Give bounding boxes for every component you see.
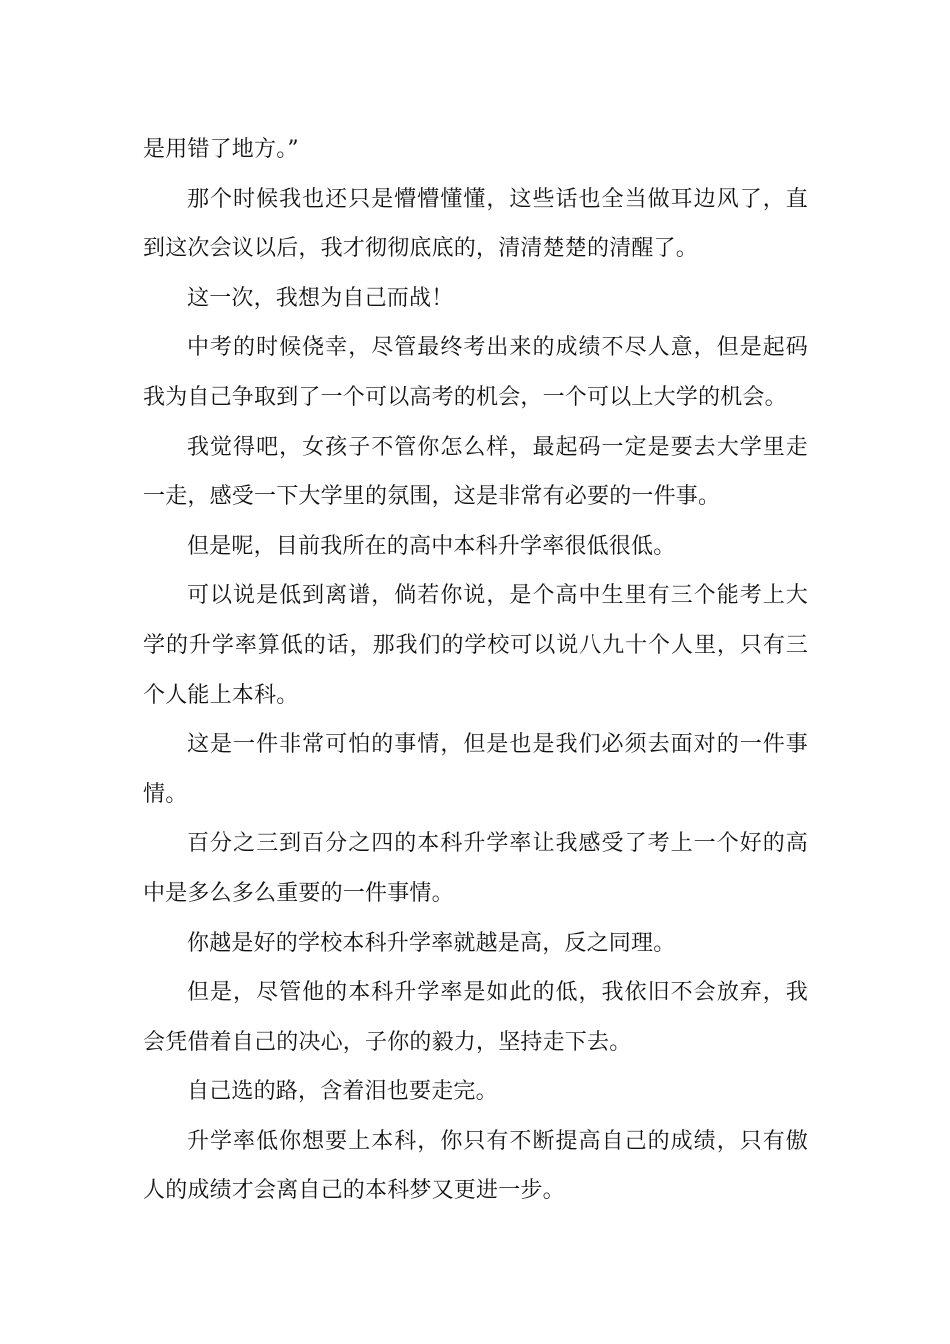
paragraph: 中考的时候侥幸，尽管最终考出来的成绩不尽人意，但是起码我为自己争取到了一个可以高考的机会，一个可以上大学的机会。 [143, 335, 808, 410]
paragraph: 你越是好的学校本科升学率就越是高，反之同理。 [187, 930, 676, 956]
paragraph: 但是呢，目前我所在的高中本科升学率很低很低。 [187, 533, 676, 559]
paragraph: 可以说是低到离谱，倘若你说，是个高中生里有三个能考上大学的升学率算低的话，那我们的学校可以说八九十个人里，只有三个人能上本科。 [143, 583, 808, 708]
paragraph: 这一次，我想为自己而战！ [187, 285, 454, 311]
document-body [143, 125, 808, 1216]
paragraph: 我觉得吧，女孩子不管你怎么样，最起码一定是要去大学里走一走，感受一下大学里的氛围，这是非常有必要的一件事。 [143, 434, 808, 510]
paragraph: 升学率低你想要上本科，你只有不断提高自己的成绩，只有傲人的成绩才会离自己的本科梦又更进一步。 [143, 1128, 808, 1204]
paragraph-continuation: 是用错了地方。” [143, 137, 299, 162]
paragraph: 这是一件非常可怕的事情，但是也是我们必须去面对的一件事情。 [143, 732, 808, 807]
paragraph: 百分之三到百分之四的本科升学率让我感受了考上一个好的高中是多么多么重要的一件事情。 [143, 831, 808, 906]
paragraph: 但是，尽管他的本科升学率是如此的低，我依旧不会放弃，我会凭借着自己的决心，子你的毅力，坚持走下去。 [143, 980, 808, 1055]
paragraph: 自己选的路，含着泪也要走完。 [187, 1079, 498, 1105]
paragraph: 那个时候我也还只是懵懵懂懂，这些话也全当做耳边风了，直到这次会议以后，我才彻彻底底的，清清楚楚的清醒了。 [143, 186, 808, 262]
